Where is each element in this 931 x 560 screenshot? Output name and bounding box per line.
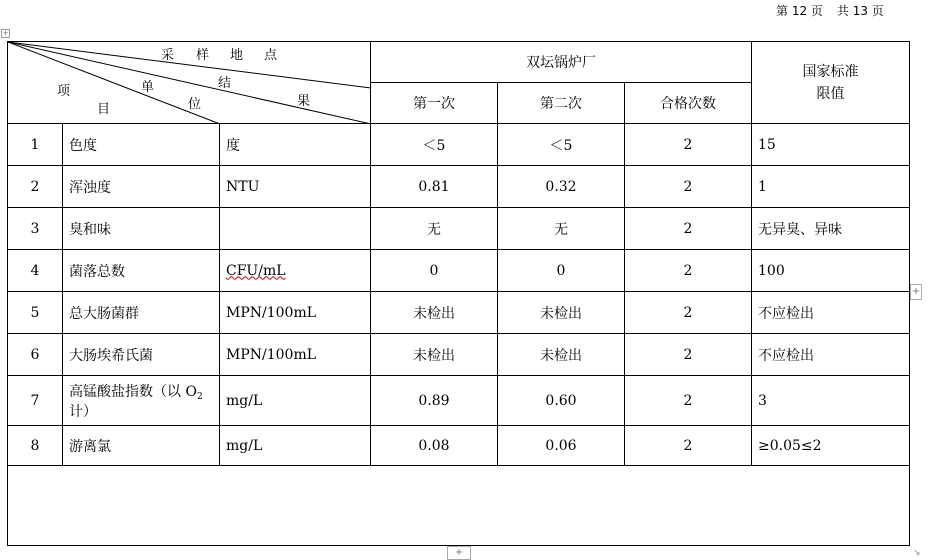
result-char: 果 bbox=[297, 94, 311, 109]
item-name: 游离氯 bbox=[63, 426, 220, 466]
unit: mg/L bbox=[220, 376, 371, 426]
item-char: 项 bbox=[57, 84, 71, 99]
unit bbox=[220, 250, 371, 292]
unit: MPN/100mL bbox=[220, 292, 371, 334]
first-result: 0 bbox=[371, 250, 498, 292]
water-quality-table bbox=[7, 41, 910, 546]
item-name: 浑浊度 bbox=[63, 166, 220, 208]
row-number: 6 bbox=[8, 334, 63, 376]
standard-header-line: 限值 bbox=[816, 85, 845, 102]
subscript-two: 2 bbox=[196, 391, 203, 402]
row-number: 3 bbox=[8, 208, 63, 250]
site-char: 点 bbox=[264, 48, 278, 63]
page-number bbox=[776, 2, 884, 19]
standard-limit: 15 bbox=[752, 124, 910, 166]
site-char: 地 bbox=[230, 48, 244, 63]
standard-limit: 无异臭、异味 bbox=[752, 208, 910, 250]
pass-count: 2 bbox=[625, 376, 752, 426]
result-char: 结 bbox=[218, 76, 232, 91]
unit: 度 bbox=[220, 124, 371, 166]
table-row bbox=[8, 292, 910, 334]
unit-char: 位 bbox=[188, 97, 202, 112]
standard-limit: 100 bbox=[752, 250, 910, 292]
table-row bbox=[8, 166, 910, 208]
item-name: 菌落总数 bbox=[63, 250, 220, 292]
site-char: 采 bbox=[161, 48, 175, 63]
unit: mg/L bbox=[220, 426, 371, 466]
second-result: ＜5 bbox=[498, 124, 625, 166]
add-column-icon[interactable]: + bbox=[910, 284, 922, 300]
table-row bbox=[8, 334, 910, 376]
first-result: 0.08 bbox=[371, 426, 498, 466]
diagonal-header-cell bbox=[8, 42, 371, 124]
table-row bbox=[8, 426, 910, 466]
second-result: 0.06 bbox=[498, 426, 625, 466]
first-result: 无 bbox=[371, 208, 498, 250]
second-result: 未检出 bbox=[498, 292, 625, 334]
unit bbox=[220, 208, 371, 250]
item-name-suffix: 计） bbox=[69, 403, 97, 420]
col-second-sampling: 第二次 bbox=[498, 83, 625, 124]
pass-count: 2 bbox=[625, 250, 752, 292]
unit-char: 单 bbox=[141, 80, 155, 95]
row-number: 1 bbox=[8, 124, 63, 166]
pass-count: 2 bbox=[625, 208, 752, 250]
add-row-icon[interactable]: + bbox=[447, 546, 471, 560]
item-char: 目 bbox=[97, 102, 111, 117]
table-row bbox=[8, 250, 910, 292]
standard-limit: 1 bbox=[752, 166, 910, 208]
first-result: 0.81 bbox=[371, 166, 498, 208]
second-result: 无 bbox=[498, 208, 625, 250]
table-row bbox=[8, 124, 910, 166]
item-name: 臭和味 bbox=[63, 208, 220, 250]
first-result: ＜5 bbox=[371, 124, 498, 166]
empty-cell bbox=[8, 466, 910, 546]
first-result: 未检出 bbox=[371, 292, 498, 334]
col-first-sampling: 第一次 bbox=[371, 83, 498, 124]
table-move-handle-icon[interactable]: + bbox=[2, 29, 9, 37]
pass-count: 2 bbox=[625, 166, 752, 208]
national-standard-header bbox=[752, 42, 910, 124]
pass-count: 2 bbox=[625, 334, 752, 376]
col-pass-count: 合格次数 bbox=[625, 83, 752, 124]
item-name: 色度 bbox=[63, 124, 220, 166]
table-row bbox=[8, 376, 910, 426]
pass-count: 2 bbox=[625, 124, 752, 166]
unit: NTU bbox=[220, 166, 371, 208]
standard-header-line: 国家标准 bbox=[802, 63, 859, 80]
table-row-empty bbox=[8, 466, 910, 546]
row-number: 2 bbox=[8, 166, 63, 208]
row-number: 5 bbox=[8, 292, 63, 334]
item-name-prefix: 高锰酸盐指数（以 O bbox=[69, 383, 197, 400]
unit: MPN/100mL bbox=[220, 334, 371, 376]
item-name bbox=[63, 376, 220, 426]
first-result: 未检出 bbox=[371, 334, 498, 376]
unit-text: CFU/mL bbox=[226, 262, 286, 279]
second-result: 未检出 bbox=[498, 334, 625, 376]
item-name: 总大肠菌群 bbox=[63, 292, 220, 334]
page-current: 第 12 页 bbox=[776, 4, 823, 18]
standard-limit: 3 bbox=[752, 376, 910, 426]
pass-count: 2 bbox=[625, 426, 752, 466]
standard-limit: ≥0.05≤2 bbox=[752, 426, 910, 466]
second-result: 0.60 bbox=[498, 376, 625, 426]
standard-limit: 不应检出 bbox=[752, 292, 910, 334]
standard-limit: 不应检出 bbox=[752, 334, 910, 376]
first-result: 0.89 bbox=[371, 376, 498, 426]
row-number: 7 bbox=[8, 376, 63, 426]
pass-count: 2 bbox=[625, 292, 752, 334]
table-row bbox=[8, 208, 910, 250]
second-result: 0 bbox=[498, 250, 625, 292]
table-resize-icon[interactable]: ↘ bbox=[913, 548, 921, 558]
page-total: 共 13 页 bbox=[836, 4, 884, 18]
row-number: 8 bbox=[8, 426, 63, 466]
site-char: 样 bbox=[196, 48, 210, 63]
second-result: 0.32 bbox=[498, 166, 625, 208]
row-number: 4 bbox=[8, 250, 63, 292]
item-name: 大肠埃希氏菌 bbox=[63, 334, 220, 376]
site-name: 双坛锅炉厂 bbox=[371, 42, 752, 83]
